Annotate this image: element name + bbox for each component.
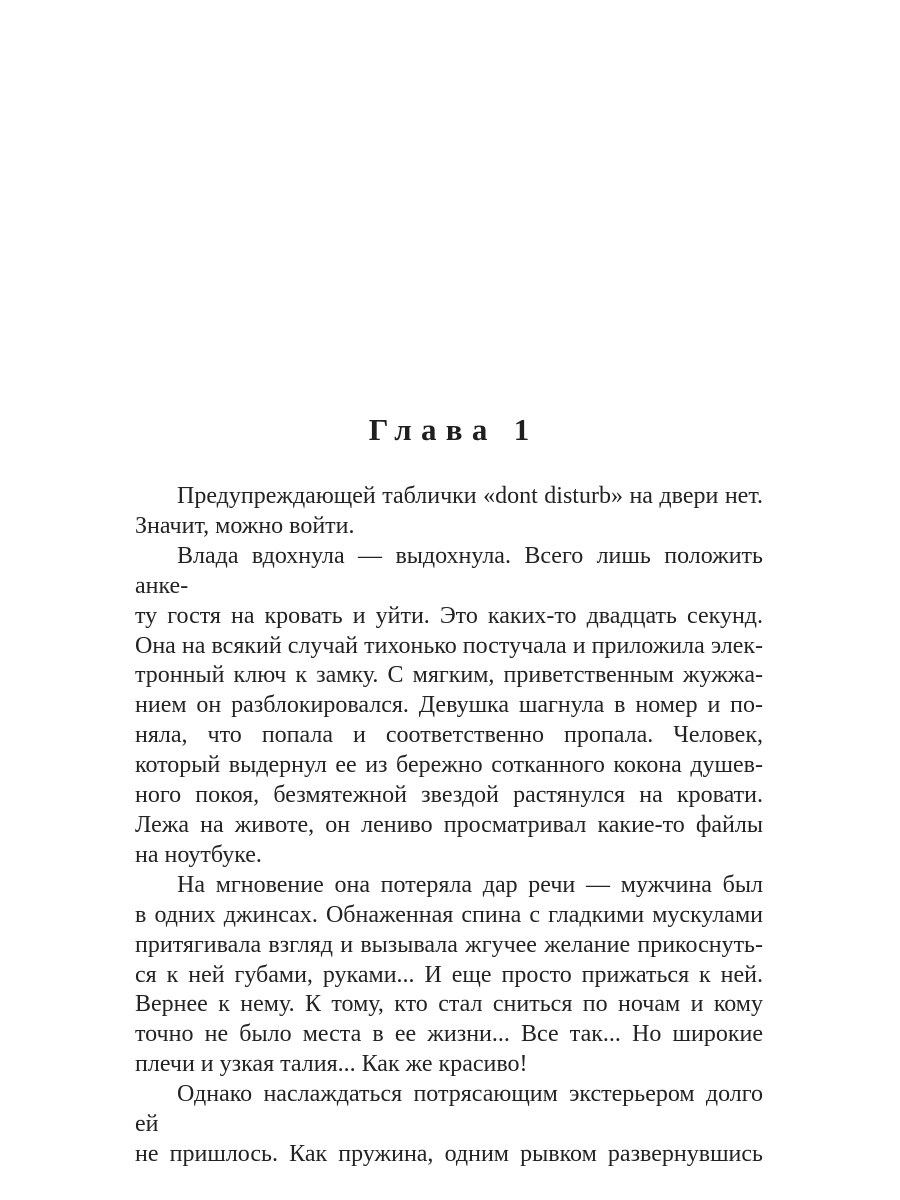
text-line: Вернее к нему. К тому, кто стал сниться по ночам и кому <box>135 991 763 1018</box>
text-line: Значит, можно войти. <box>135 512 355 539</box>
text-line: ного покоя, безмятежной звездой растянулся на кровати. <box>135 782 763 809</box>
text-line: няла, что попала и соответственно пропала. Человек, <box>135 722 763 749</box>
text-line: ту гостя на кровать и уйти. Это каких-то двадцать секунд. <box>135 602 763 629</box>
text-line: тронный ключ к замку. С мягким, приветственным жужжа- <box>135 662 763 689</box>
text-line: который выдернул ее из бережно сотканного кокона душев- <box>135 752 763 779</box>
text-line: плечи и узкая талия... Как же красиво! <box>135 1051 528 1078</box>
text-line: нием он разблокировался. Девушка шагнула в номер и по- <box>135 692 763 719</box>
text-line: ся к ней губами, руками... И еще просто прижаться к ней. <box>135 961 763 988</box>
paragraph <box>135 542 763 871</box>
paragraph <box>135 1080 763 1170</box>
text-line: в одних джинсах. Обнаженная спина с гладкими мускулами <box>135 901 763 928</box>
text-line: не пришлось. Как пружина, одним рывком развернувшись <box>135 1140 763 1167</box>
paragraph <box>135 871 763 1080</box>
chapter-heading: Глава 1 <box>368 412 539 447</box>
text-line: Однако наслаждаться потрясающим экстерьером долго ей <box>135 1081 763 1138</box>
text-line: на ноутбуке. <box>135 841 262 868</box>
text-line: На мгновение она потеряла дар речи — мужчина был <box>177 871 763 898</box>
text-line: Влада вдохнула — выдохнула. Всего лишь положить анке- <box>135 542 763 599</box>
text-block <box>135 482 763 1170</box>
text-line: Предупреждающей таблички «dont disturb» на двери нет. <box>177 483 763 509</box>
text-line: точно не было места в ее жизни... Все так... Но широкие <box>135 1021 763 1048</box>
text-line: Она на всякий случай тихонько постучала и приложила элек- <box>135 632 763 659</box>
paragraph <box>135 482 763 542</box>
text-line: Лежа на животе, он лениво просматривал какие-то файлы <box>135 811 763 838</box>
text-line: притягивала взгляд и вызывала жгучее желание прикоснуть- <box>135 931 763 958</box>
